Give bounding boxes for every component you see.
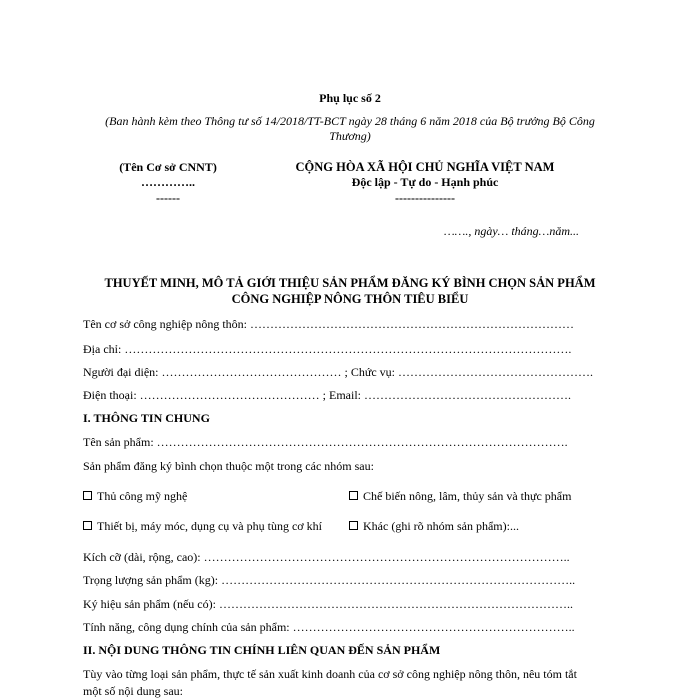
checkbox-icon[interactable] [83, 491, 92, 500]
section1-heading: I. THÔNG TIN CHUNG [83, 411, 210, 425]
motto-divider: --------------- [395, 191, 455, 205]
section2-heading: II. NỘI DUNG THÔNG TIN CHÍNH LIÊN QUAN ĐẾN SẢN PHẨM [83, 643, 441, 657]
product-group-prompt: Sản phẩm đăng ký bình chọn thuộc một trong các nhóm sau: [83, 459, 374, 473]
product-name-field[interactable]: Tên sản phẩm: …………………………………………………………………………………………. [83, 435, 568, 449]
weight-field[interactable]: Trọng lượng sản phẩm (kg): …………………………………………………………………………….. [83, 573, 576, 587]
option-other[interactable] [349, 519, 519, 534]
option-machinery[interactable] [83, 519, 322, 534]
section2-intro-line2: một số nội dung sau: [83, 684, 184, 698]
option-label: Chế biến nông, lâm, thủy sản và thực phẩm [363, 489, 572, 503]
option-label: Thủ công mỹ nghệ [97, 489, 188, 503]
date-line: ……., ngày… tháng…năm... [444, 224, 580, 238]
facility-divider: ------ [156, 191, 180, 205]
document-title-line2: CÔNG NGHIỆP NÔNG THÔN TIÊU BIỂU [231, 292, 469, 306]
facility-name-placeholder: (Tên Cơ sở CNNT) [119, 160, 217, 174]
features-field[interactable]: Tính năng, công dụng chính của sản phẩm: …………………………………………………………….. [83, 620, 575, 634]
section2-intro-line1: Tùy vào từng loại sản phẩm, thực tế sản xuất kinh doanh của cơ sở công nghiệp nông thôn, nêu tóm tắt [83, 667, 577, 681]
address-field[interactable]: Địa chỉ: …………………………………………………………………………………………………. [83, 342, 572, 356]
option-label: Thiết bị, máy móc, dụng cụ và phụ tùng cơ khí [97, 519, 322, 533]
issued-note-line1: (Ban hành kèm theo Thông tư số 14/2018/TT-BCT ngày 28 tháng 6 năm 2018 của Bộ trưởng Bộ Công [105, 114, 595, 128]
option-handicraft[interactable] [83, 489, 187, 504]
symbol-field[interactable]: Ký hiệu sản phẩm (nếu có): …………………………………………………………………………….. [83, 597, 573, 611]
checkbox-icon[interactable] [349, 521, 358, 530]
facility-dots: ………….. [141, 175, 195, 189]
document-title-line1: THUYẾT MINH, MÔ TẢ GIỚI THIỆU SẢN PHẨM ĐĂNG KÝ BÌNH CHỌN SẢN PHẨM [104, 276, 596, 290]
issued-note-line2: Thương) [329, 129, 371, 143]
checkbox-icon[interactable] [349, 491, 358, 500]
country-name: CỘNG HÒA XÃ HỘI CHỦ NGHĨA VIỆT NAM [295, 160, 555, 174]
national-motto: Độc lập - Tự do - Hạnh phúc [351, 175, 499, 189]
phone-email-field[interactable]: Điện thoại: ……………………………………… ; Email: ……………………………………………. [83, 388, 571, 402]
size-field[interactable]: Kích cỡ (dài, rộng, cao): ……………………………………………………………………………….. [83, 550, 570, 564]
option-label: Khác (ghi rõ nhóm sản phẩm):... [363, 519, 519, 533]
facility-name-field[interactable]: Tên cơ sở công nghiệp nông thôn: ……………………………………………………………………… [83, 317, 574, 331]
option-food-processing[interactable] [349, 489, 571, 504]
appendix-title: Phụ lục số 2 [319, 91, 381, 105]
checkbox-icon[interactable] [83, 521, 92, 530]
representative-field[interactable]: Người đại diện: ……………………………………… ; Chức vụ: …………………………………………. [83, 365, 594, 379]
